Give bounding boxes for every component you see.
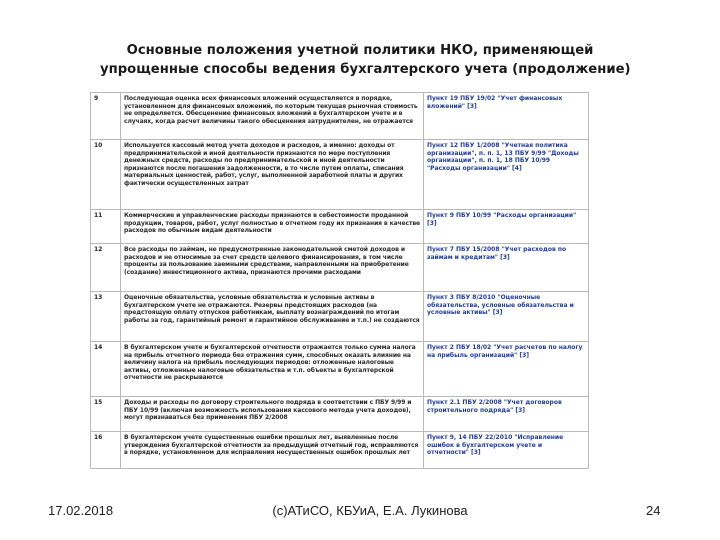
slide-title (100, 41, 631, 79)
row-number: 16 (91, 432, 121, 469)
table-row (91, 292, 589, 342)
row-normative-reference: Пункт 12 ПБУ 1/2008 "Учетная политика организации", п. п. 1, 13 ПБУ 9/99 "Доходы организации", п. п. 1, 18 ПБУ 10/99 "Расходы организации" [4] (424, 140, 589, 210)
row-normative-reference: Пункт 2 ПБУ 18/02 "Учет расчетов по налогу на прибыль организаций" [3] (424, 342, 589, 397)
row-number: 10 (91, 140, 121, 210)
table-row (91, 140, 589, 210)
page-number: 24 (646, 503, 661, 518)
row-policy-text: Коммерческие и управленческие расходы признаются в себестоимости проданной продукции, товаров, работ, услуг полностью в отчетном году их признания в качестве расходов по обычным видам деятельности (121, 210, 424, 244)
row-policy-text: Последующая оценка всех финансовых вложений осуществляется в порядке, установленном для финансовых вложений, по которым текущая рыночная стоимость не определяется. Обесценение финансовых вложений в бухгалтерском учете и в случаях, когда расчет величины такого обесценения затруднителен, не отражается (121, 93, 424, 140)
row-number: 11 (91, 210, 121, 244)
row-number: 13 (91, 292, 121, 342)
row-policy-text: Доходы и расходы по договору строительного подряда в соответствии с ПБУ 9/99 и ПБУ 10/99 (включая возможность использования кассового метода учета доходов), могут признаваться без применения ПБУ 2/2008 (121, 397, 424, 432)
table-row (91, 93, 589, 140)
row-normative-reference: Пункт 9 ПБУ 10/99 "Расходы организации" [3] (424, 210, 589, 244)
table-row (91, 210, 589, 244)
row-number: 14 (91, 342, 121, 397)
table-row (91, 397, 589, 432)
row-normative-reference: Пункт 9, 14 ПБУ 22/2010 "Исправление ошибок в бухгалтерском учете и отчетности" [3] (424, 432, 589, 469)
footer-copyright: (c)АТиСО, КБУиА, Е.А. Лукинова (272, 503, 468, 518)
row-normative-reference: Пункт 7 ПБУ 15/2008 "Учет расходов по займам и кредитам" [3] (424, 244, 589, 292)
row-policy-text: В бухгалтерском учете и бухгалтерской отчетности отражается только сумма налога на прибыль отчетного периода без отражения сумм, способных оказать влияние на величину налога на прибыль последующих периодов: отложенные налоговые активы, отложенные налоговые обязательства и т.п. объекты в бухгалтерской отчетности не раскрываются (121, 342, 424, 397)
table-row (91, 244, 589, 292)
row-policy-text: Оценочные обязательства, условные обязательства и условные активы в бухгалтерском учете не отражаются. Резервы предстоящих расходов (на предстоящую оплату отпусков работникам, выплату вознаграждений по итогам работы за год, гарантийный ремонт и гарантийное обслуживание и т.п.) не создаются (121, 292, 424, 342)
slide-title-line-1: Основные положения учетной политики НКО, применяющей (126, 43, 594, 58)
slide-title-line-2: упрощенные способы ведения бухгалтерского учета (продолжение) (100, 62, 631, 77)
row-number: 15 (91, 397, 121, 432)
row-number: 12 (91, 244, 121, 292)
row-normative-reference: Пункт 19 ПБУ 19/02 "Учет финансовых вложений" [3] (424, 93, 589, 140)
table-row (91, 342, 589, 397)
footer-date: 17.02.2018 (48, 503, 114, 518)
row-number: 9 (91, 93, 121, 140)
table-row (91, 432, 589, 469)
row-policy-text: В бухгалтерском учете существенные ошибки прошлых лет, выявленные после утверждения бухгалтерской отчетности за предыдущий отчетный год, исправляются в порядке, установленном для исправления несущественных ошибок прошлых лет (121, 432, 424, 469)
accounting-policy-table (90, 92, 589, 469)
row-policy-text: Все расходы по займам, не предусмотренные законодательной сметой доходов и расходов и не относимые за счет средств целевого финансирования, в том числе проценты за пользование заемными средствами, направленными на приобретение (создание) инвестиционного актива, признаются прочими расходами (121, 244, 424, 292)
row-normative-reference: Пункт 2.1 ПБУ 2/2008 "Учет договоров строительного подряда" [3] (424, 397, 589, 432)
row-policy-text: Используется кассовый метод учета доходов и расходов, а именно: доходы от предпринимательской и иной деятельности признаются по мере поступления денежных средств, расходы по предпринимательской и иной деятельности признаются после погашения задолженности, в то числе путем оплаты, списания материальных ценностей, работ, услуг, выполненной заработной платы и других фактически осуществленных затрат (121, 140, 424, 210)
row-normative-reference: Пункт 3 ПБУ 8/2010 "Оценочные обязательства, условные обязательства и условные активы" [3] (424, 292, 589, 342)
